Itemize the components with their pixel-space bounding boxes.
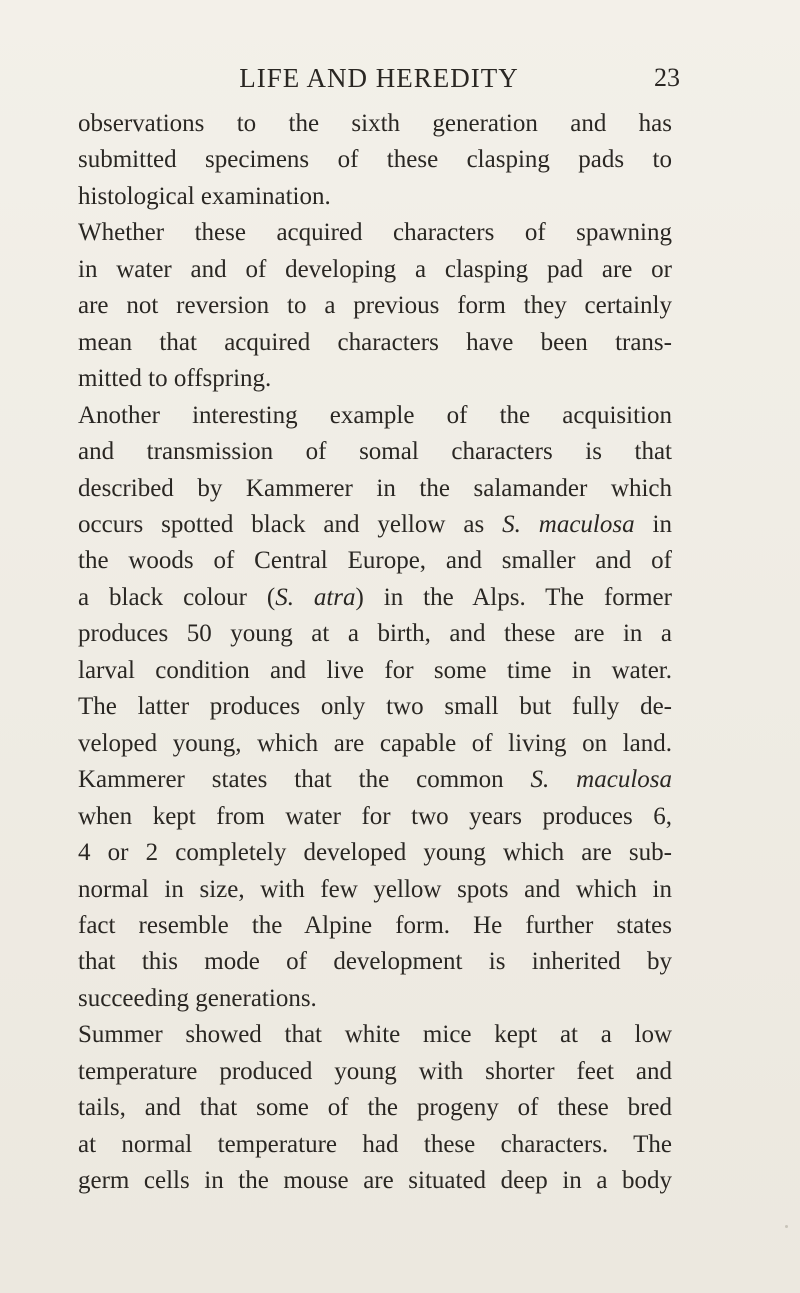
page-number: 23 (654, 63, 680, 92)
paragraph-1 (78, 106, 672, 215)
text-line: mitted to offspring. (78, 365, 272, 393)
paragraph-2 (78, 215, 672, 397)
running-title: LIFE AND HEREDITY (239, 63, 519, 93)
text-line: veloped young, which are capable of living on land. (78, 729, 672, 757)
text-line: a black colour (S. atra) in the Alps. The former (78, 583, 672, 611)
text-line: histological examination. (78, 182, 331, 210)
text-line: are not reversion to a previous form they certainly (78, 292, 672, 320)
text-line: Whether these acquired characters of spawning (78, 219, 672, 247)
text-line: tails, and that some of the progeny of these bred (78, 1094, 672, 1122)
text-line: Another interesting example of the acquisition (78, 401, 672, 429)
species-name: S. maculosa (530, 766, 673, 794)
running-head (78, 58, 680, 98)
text-line: at normal temperature had these characters. The (78, 1130, 672, 1158)
text-line: temperature produced young with shorter feet and (78, 1057, 672, 1085)
species-name: S. maculosa (502, 510, 635, 538)
text-line: The latter produces only two small but fully de- (78, 693, 672, 721)
text-line: succeeding generations. (78, 984, 317, 1012)
text-line: occurs spotted black and yellow as S. maculosa in (78, 510, 672, 538)
text-line: Kammerer states that the common S. maculosa (78, 766, 673, 794)
text-line: the woods of Central Europe, and smaller and of (78, 547, 672, 575)
text-line: mean that acquired characters have been trans- (78, 328, 672, 356)
text-line: submitted specimens of these clasping pads to (78, 146, 672, 174)
text-line: 4 or 2 completely developed young which are sub- (78, 839, 672, 867)
text-line: fact resemble the Alpine form. He further states (78, 911, 672, 939)
text-line: produces 50 young at a birth, and these are in a (78, 620, 672, 648)
body-text (78, 106, 672, 1200)
text-line: Summer showed that white mice kept at a low (78, 1021, 672, 1049)
text-line: when kept from water for two years produces 6, (78, 802, 672, 830)
text-line: in water and of developing a clasping pad are or (78, 255, 672, 283)
text-line: larval condition and live for some time in water. (78, 656, 672, 684)
paragraph-4 (78, 1017, 672, 1199)
text-line: described by Kammerer in the salamander which (78, 474, 672, 502)
text-line: that this mode of development is inherited by (78, 948, 672, 976)
text-line: normal in size, with few yellow spots and which in (78, 875, 672, 903)
paper-speck (785, 1225, 788, 1228)
text-line: and transmission of somal characters is that (78, 438, 672, 466)
text-line: germ cells in the mouse are situated deep in a body (78, 1167, 672, 1195)
text-line: observations to the sixth generation and has (78, 110, 672, 137)
species-name: S. atra (275, 583, 356, 611)
paragraph-3 (78, 398, 672, 1018)
